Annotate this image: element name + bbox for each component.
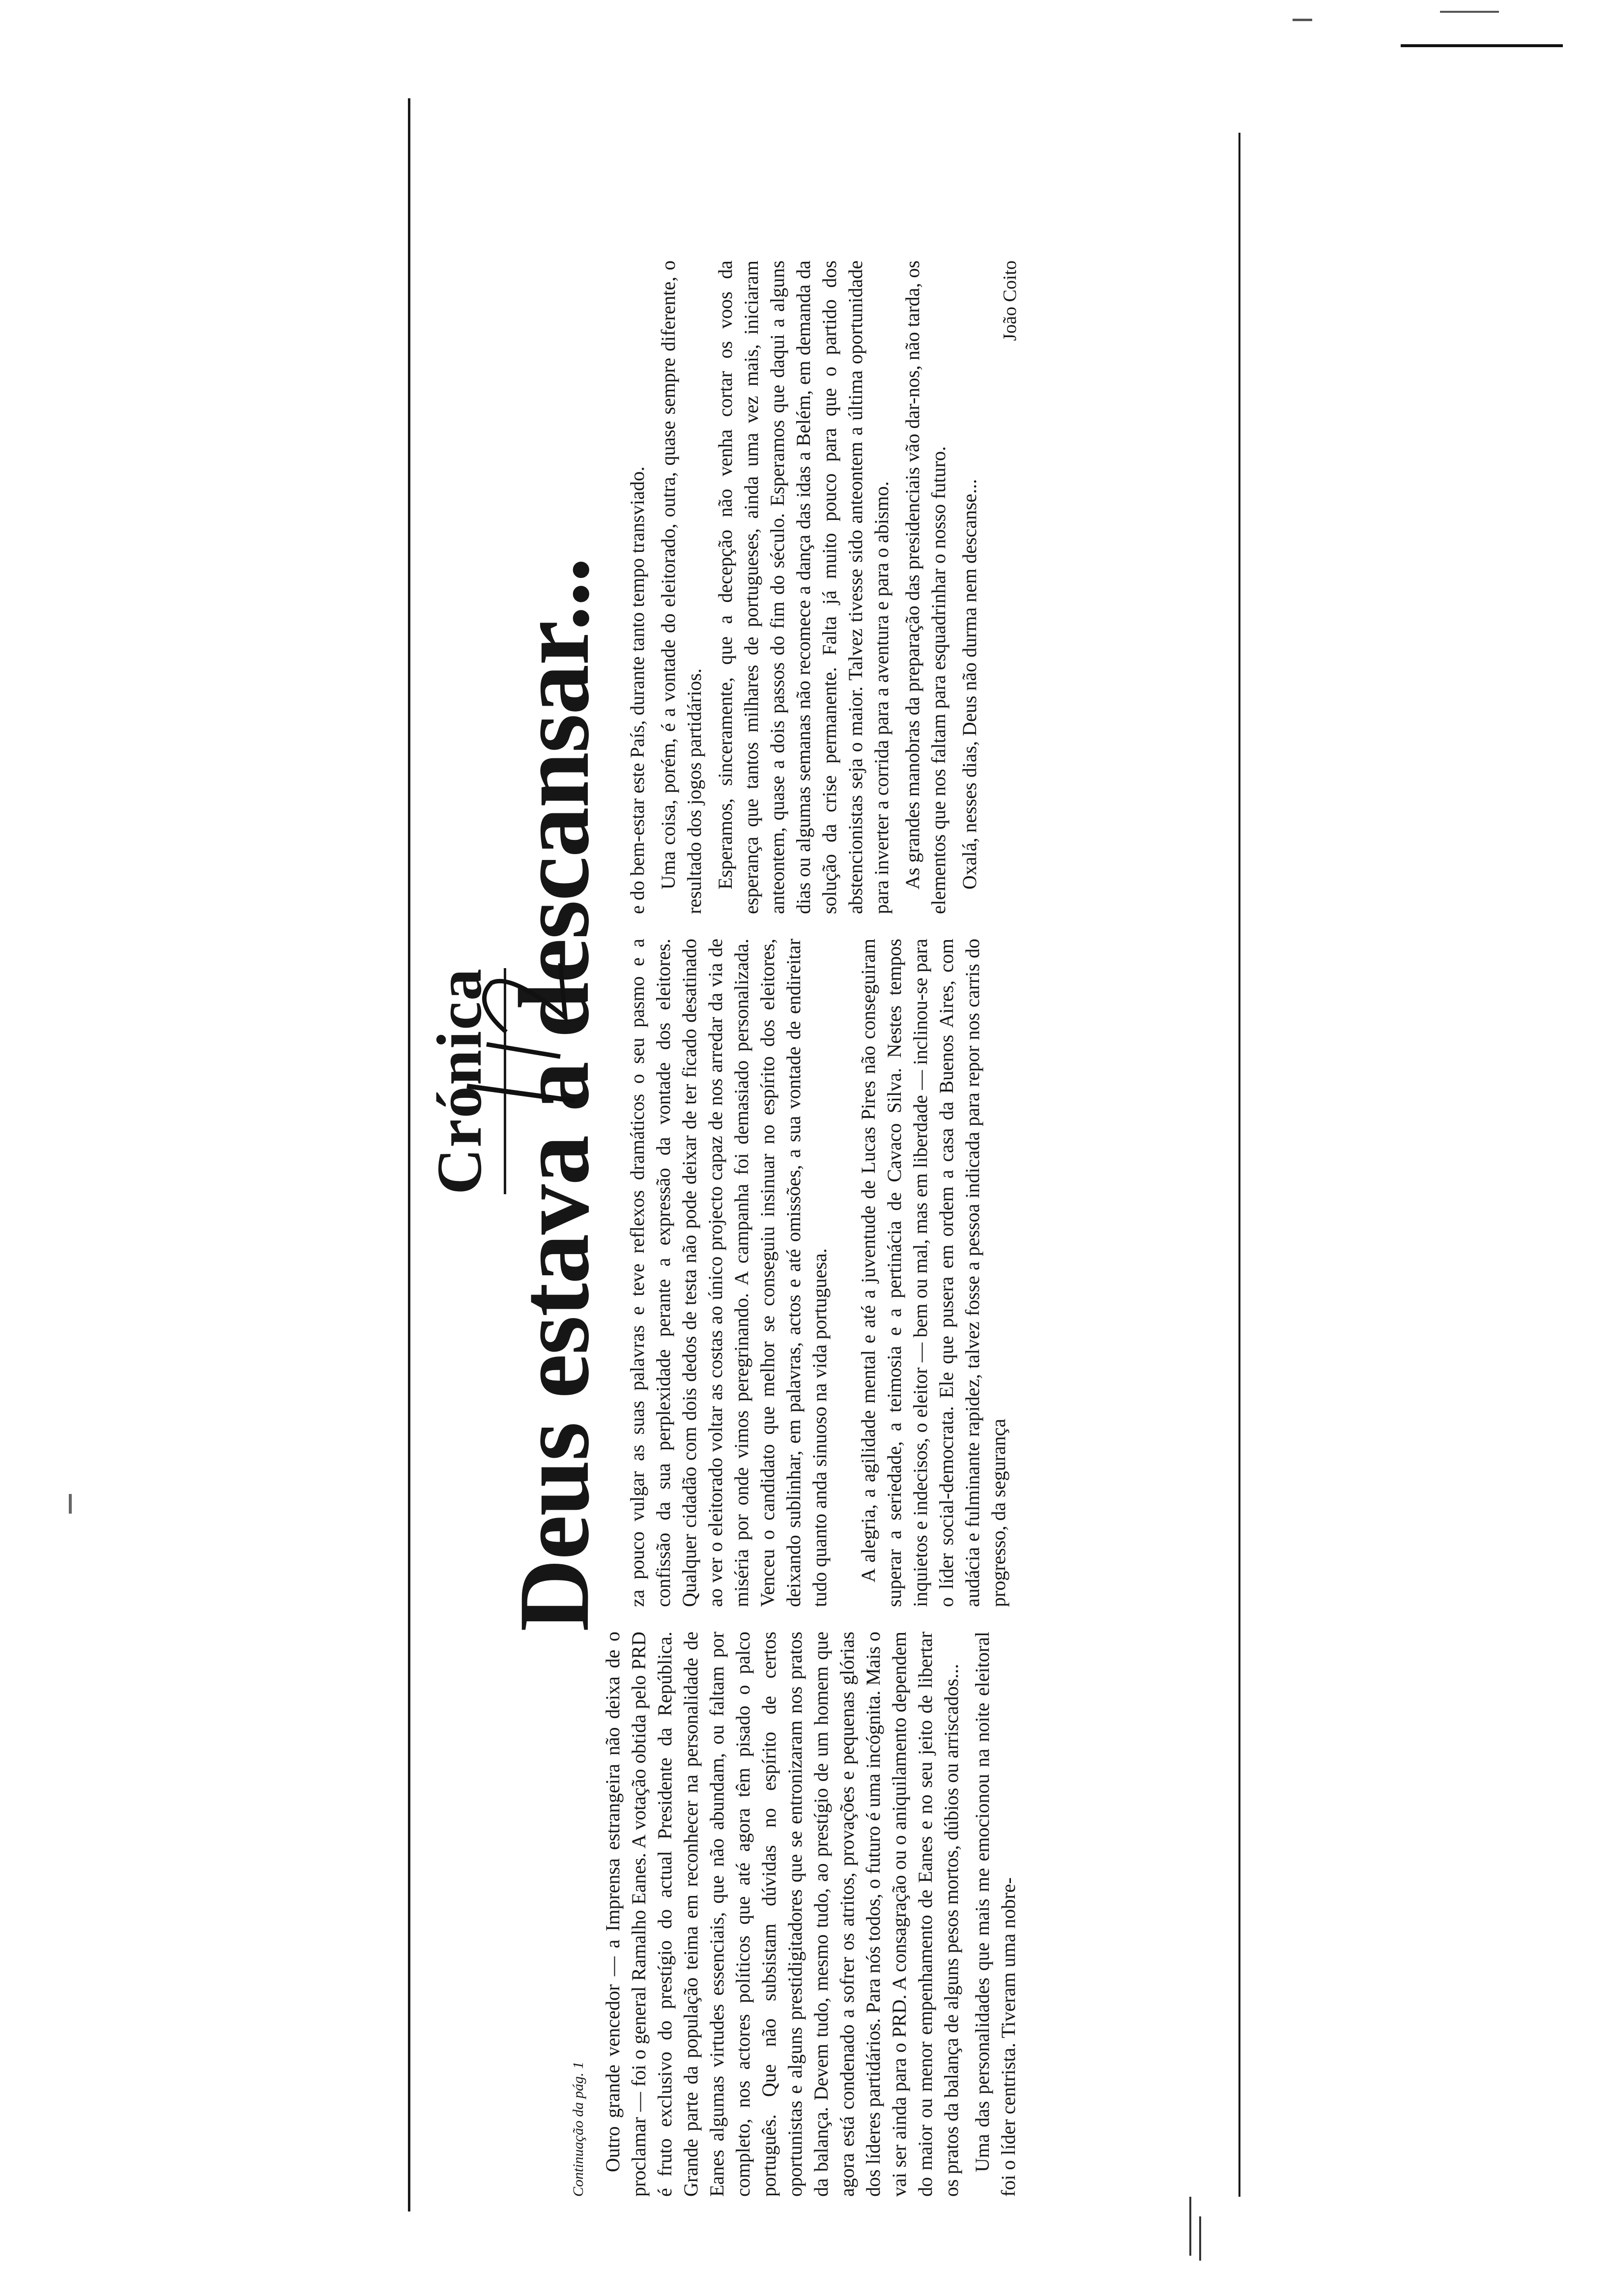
paragraph: e do bem-estar este País, durante tanto tempo transviado. xyxy=(626,466,648,914)
scan-mark-left-dash xyxy=(69,1494,72,1514)
headline: Deus estava a descansar... xyxy=(498,558,610,1632)
paragraph: Uma das personalidades que mais me emocionou na noite eleitoral foi o líder centrista. Tiveram uma nobre- xyxy=(971,1632,1019,2197)
section-label: Crónica xyxy=(424,968,495,1195)
bottom-rule xyxy=(1238,133,1240,2197)
scan-mark-bottom-tick-2 xyxy=(1199,2216,1201,2261)
scan-mark-top-dash xyxy=(1293,19,1312,21)
column-2 xyxy=(624,939,1011,1607)
column-3 xyxy=(624,260,1023,914)
paragraph: Uma coisa, porém, é a vontade do eleitorado, outra, quase sempre diferente, o resultado dos jogos partidários. xyxy=(657,260,705,914)
paragraph: Outro grande vencedor — a Imprensa estrangeira não deixa de o proclamar — foi o general Ramalho Eanes. A votação obtida pelo PRD é fruto exclusivo do prestígio do actual Presidente da República. Grande parte da população teima em reconhecer na personalidade de Eanes algumas virtudes essenciais, que não abundam, ou faltam por completo, nos actores políticos que até agora têm pisado o palco português. Que não subsistam dúvidas no espírito de certos oportunistas e alguns prestidigitadores que se entronizaram nos pratos da balança. Devem tudo, mesmo tudo, ao prestígio de um homem que agora está condenado a sofrer os atritos, provações e pequenas glórias dos líderes partidários. Para nós todos, o futuro é uma incógnita. Mais o vai ser ainda para o PRD. A consagração ou o aniquilamento dependem do maior ou menor empenhamento de Eanes e no seu jeito de libertar os pratos da balança de alguns pesos mortos, dúbios ou arriscados... xyxy=(602,1632,962,2197)
newspaper-article xyxy=(423,98,1258,2211)
paragraph: Esperamos, sinceramente, que a decepção não venha cortar os voos da esperança que tantos milhares de portugueses, ainda uma vez mais, iniciaram anteontem, quase a dois passos do fim do século. Esperamos que daqui a alguns dias ou algumas semanas não recomece a dança das idas a Belém, em demanda da solução da crise permanente. Falta já muito pouco para que o partido dos abstencionistas seja o maior. Talvez tivesse sido anteontem a última oportunidade para inverter a corrida para a aventura e para o abismo. xyxy=(714,260,892,914)
column-1 xyxy=(600,1632,1021,2197)
paragraph: za pouco vulgar as suas palavras e teve reflexos dramáticos o seu pasmo e a confissão da sua perplexidade perante a expressão da vontade dos eleitores. Qualquer cidadão com dois dedos de testa não pode deixar de ter ficado desatinado ao ver o eleitorado voltar as costas ao único projecto capaz de nos arredar da via de miséria por onde vimos peregrinando. A campanha foi demasiado personalizada. Venceu o candidato que melhor se conseguiu insinuar no espírito dos eleitores, deixando sublinhar, em palavras, actos e até omissões, a sua vontade de endireitar tudo quanto anda sinuoso na vida portuguesa. xyxy=(626,939,831,1607)
author-signature: João Coito xyxy=(1000,260,1020,341)
top-rule xyxy=(408,98,410,2211)
handwritten-note xyxy=(457,953,585,1130)
paragraph: Oxalá, nesses dias, Deus não durma nem descanse... xyxy=(958,479,980,890)
scan-mark-top-right xyxy=(1440,11,1499,13)
paragraph: A alegria, a agilidade mental e até a juventude de Lucas Pires não conseguiram superar a seriedade, a teimosia e a pertinácia de Cavaco Silva. Nestes tempos inquietos e indecisos, o eleitor — bem ou mal, mas em liberdade — inclinou-se para o líder social-democrata. Ele que pusera em ordem a casa da Buenos Aires, com audácia e fulminante rapidez, talvez fosse a pessoa indicada para repor nos carris do progresso, da segurança xyxy=(857,939,1009,1607)
scan-mark-top-rule xyxy=(1401,44,1563,47)
paragraph: As grandes manobras da preparação das presidenciais vão dar-nos, não tarda, os elementos que nos faltam para esquadrinhar o nosso futuro. xyxy=(901,260,950,914)
continuation-note: Continuação da pág. 1 xyxy=(570,2062,586,2197)
